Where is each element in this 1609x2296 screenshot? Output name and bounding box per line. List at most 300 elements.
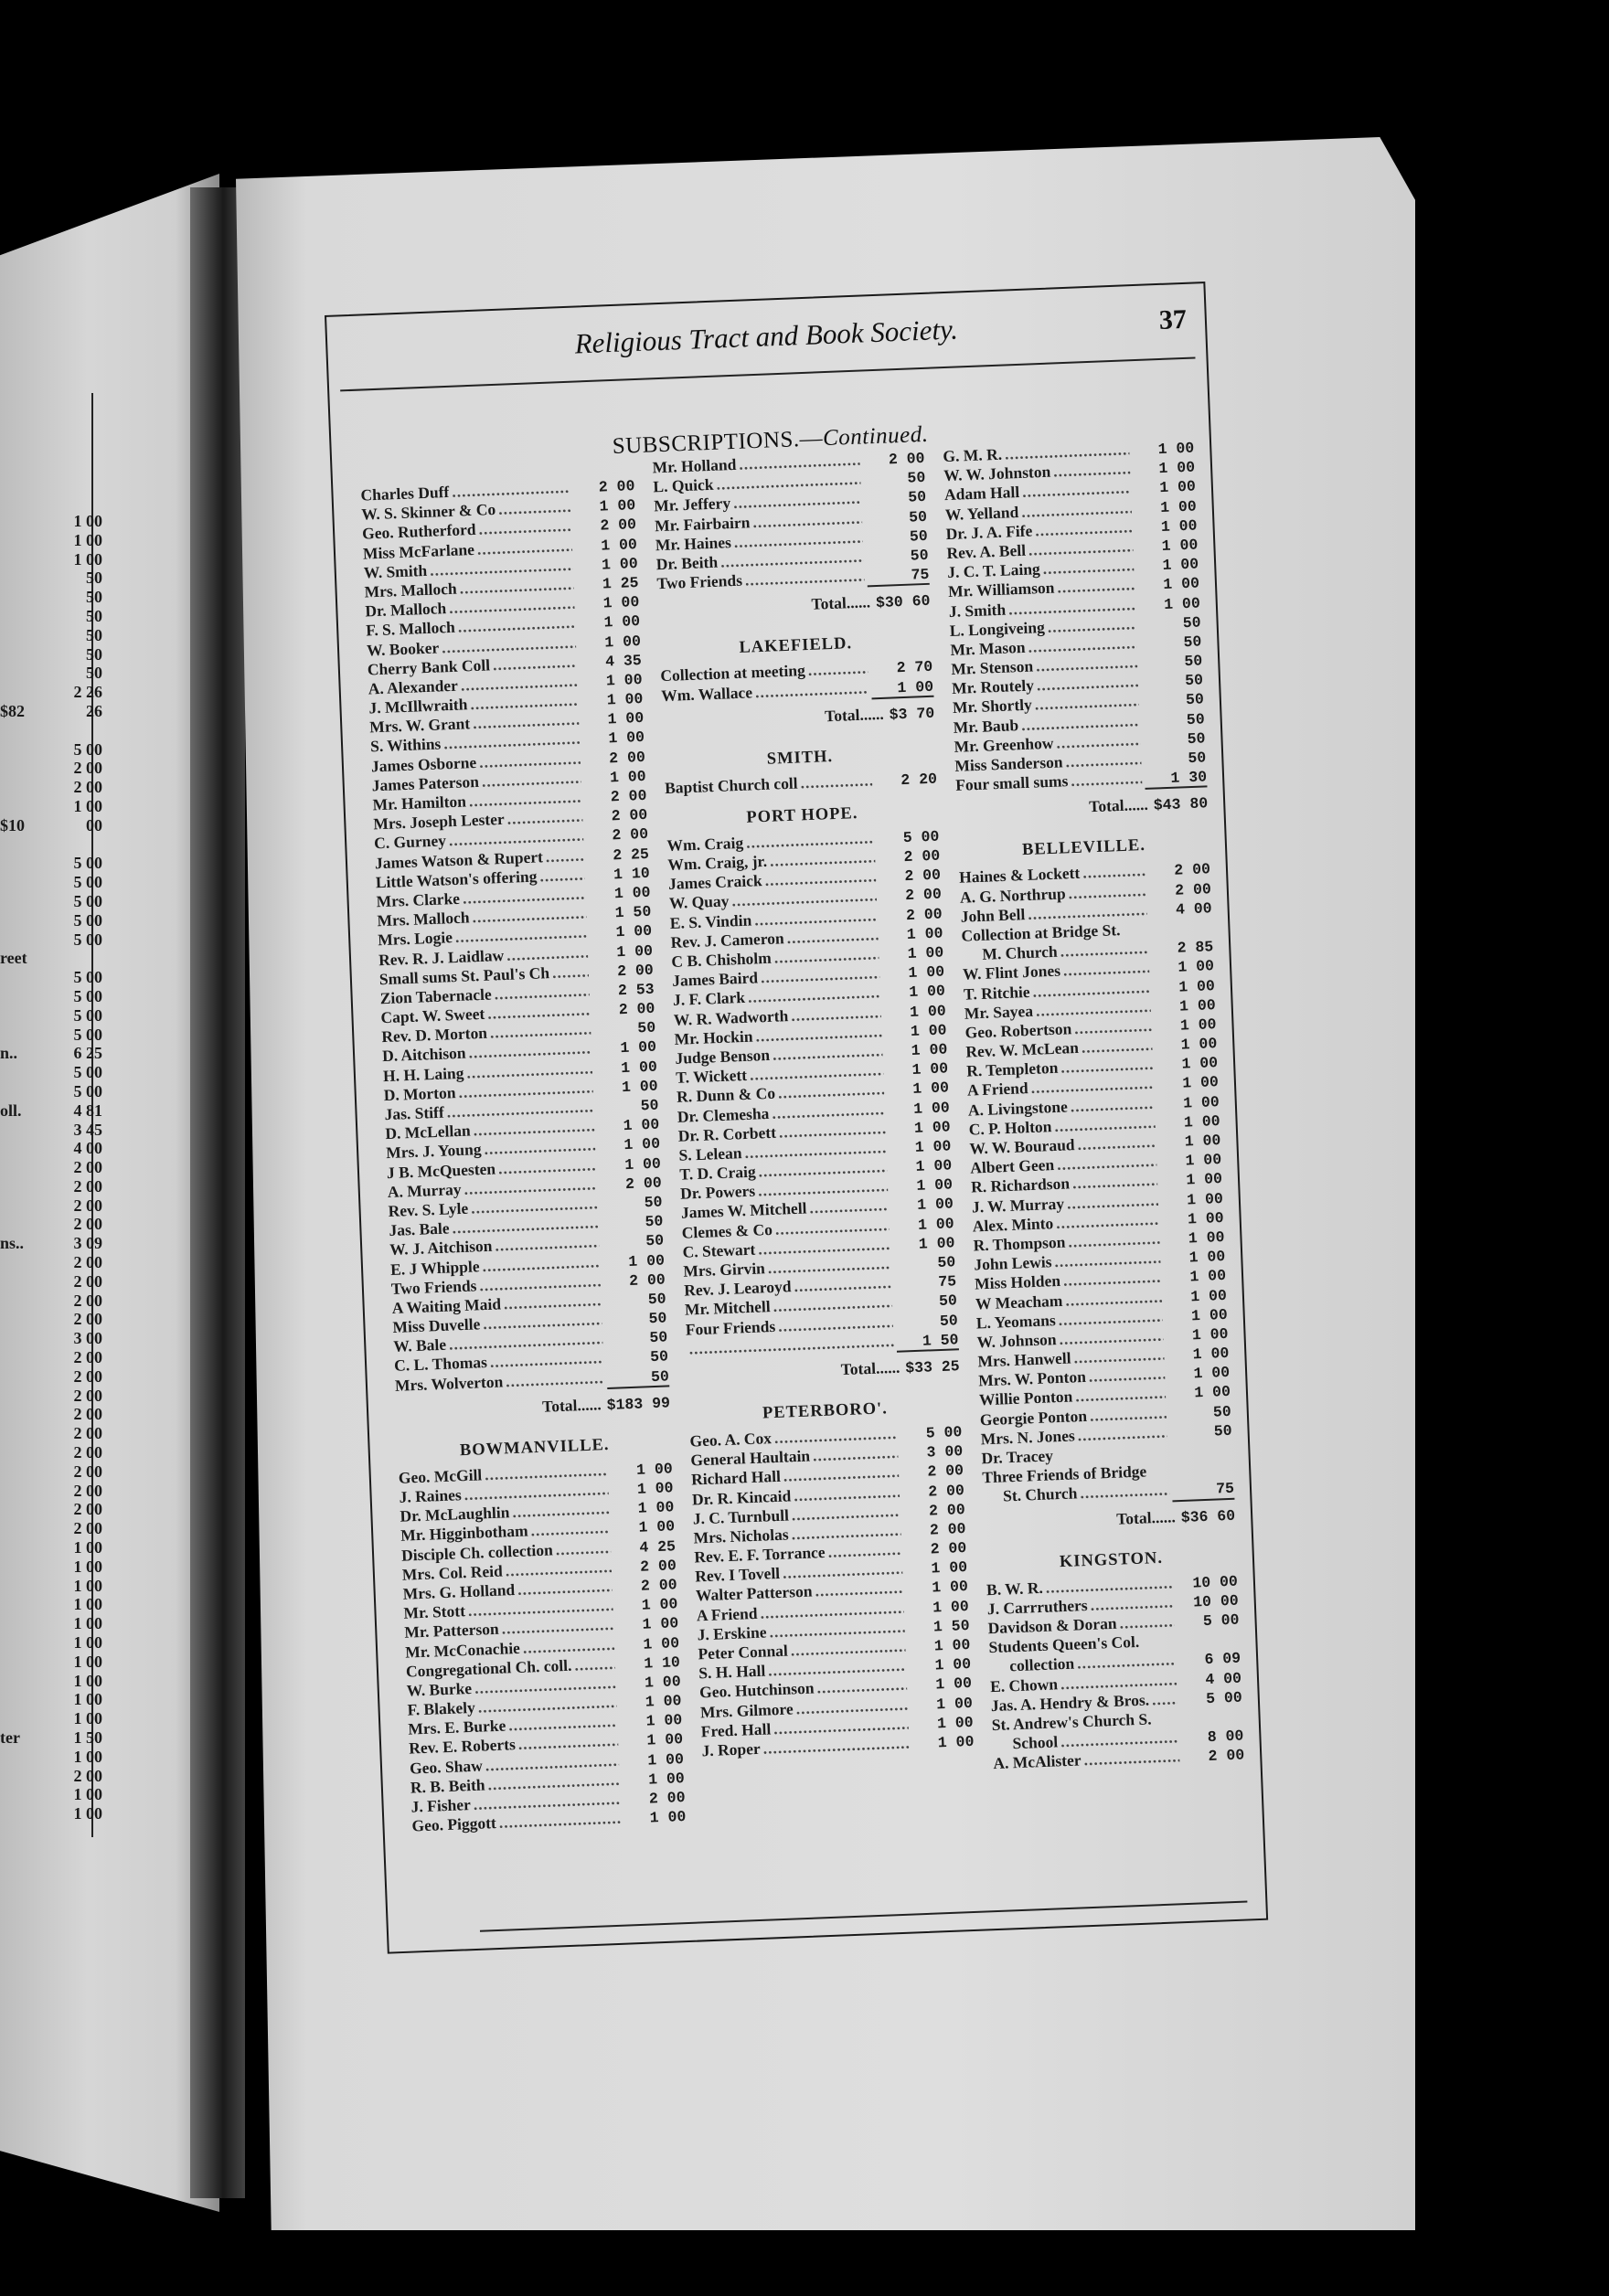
subscriber-name: Richard Hall — [690, 1467, 782, 1489]
left-fragment-row — [0, 1424, 102, 1443]
left-fragment-row — [0, 1234, 102, 1253]
left-fragment-amount: 2 00 — [73, 1462, 102, 1481]
left-fragment-amount: 2 00 — [73, 759, 102, 778]
subscriber-name: W. S. Skinner & Co — [361, 500, 496, 524]
left-fragment-row — [0, 683, 102, 702]
subscriber-name: Dr. Tracey — [981, 1446, 1054, 1468]
subscriber-name: Mr. Jeffery — [653, 494, 731, 516]
subscription-amount: 1 00 — [936, 1713, 974, 1733]
subscriber-name: Geo. McGill — [398, 1465, 483, 1487]
subscriber-name: W. R. Wadworth — [673, 1005, 789, 1029]
subscriber-name: Mrs. Wolverton — [394, 1371, 504, 1395]
subscription-amount: 1 00 — [913, 1118, 951, 1137]
printed-page-area — [325, 282, 1268, 1954]
subscription-amount: 2 00 — [927, 1481, 965, 1501]
subscriber-name: Little Watson's offering — [375, 866, 538, 892]
left-fragment-text: $82 — [0, 701, 25, 720]
left-fragment-row — [0, 1577, 102, 1596]
subscription-amount: 2 00 — [930, 1539, 967, 1558]
subscriber-name: Alex. Minto — [972, 1213, 1054, 1236]
left-fragment-row — [0, 892, 102, 911]
left-fragment-amount: 1 00 — [73, 1595, 102, 1614]
subscriber-name: Dr. Powers — [679, 1181, 756, 1204]
subscription-amount: 10 00 — [1192, 1572, 1239, 1592]
subscriber-name: Wm. Craig, jr. — [666, 851, 768, 875]
subscriber-name: C. L. Thomas — [393, 1353, 488, 1376]
subscription-amount: 1 00 — [1183, 1111, 1220, 1132]
subscription-amount: 1 00 — [645, 1711, 683, 1730]
subscriber-name: W. Yelland — [944, 502, 1019, 524]
subscriber-name: John Bell — [960, 904, 1026, 926]
left-fragment-amount: 1 00 — [73, 1652, 102, 1671]
left-fragment-amount: 5 00 — [73, 968, 102, 987]
left-fragment-row — [0, 911, 102, 930]
left-fragment-amount: 26 — [86, 701, 102, 720]
subscription-amount: 2 25 — [612, 845, 650, 864]
subscriber-name: T. Ritchie — [963, 982, 1030, 1004]
subscription-amount: 1 00 — [1190, 1305, 1229, 1325]
left-fragment-amount: 2 00 — [73, 1366, 102, 1386]
left-fragment-row — [0, 778, 102, 797]
subscription-amount: 50 — [1184, 671, 1204, 690]
subscription-amount: 2 00 — [904, 866, 942, 886]
subscriber-name: Mrs. Logie — [377, 928, 453, 950]
subscriber-name: D. McLellan — [385, 1121, 472, 1143]
subscriber-name: Charles Duff — [360, 482, 450, 505]
leader-dots — [1083, 1748, 1180, 1770]
subscription-amount: 1 00 — [623, 1115, 660, 1135]
page-title-main: SUBSCRIPTIONS.— — [612, 426, 824, 460]
subscription-amount: 1 00 — [607, 709, 645, 728]
subscription-amount: 50 — [645, 1231, 665, 1250]
subscription-amount: 2 00 — [639, 1556, 677, 1576]
subscription-amount: 1 00 — [1189, 1267, 1227, 1286]
left-fragment-row — [0, 1557, 102, 1577]
subscription-amount: 1 00 — [1189, 1286, 1228, 1305]
subscription-amount: 1 00 — [1182, 1092, 1220, 1112]
subscription-amount — [1178, 1643, 1241, 1646]
left-fragment-amount: 1 00 — [73, 1747, 102, 1766]
total-amount: $36 60 — [1180, 1506, 1236, 1526]
subscriber-name: E. S. Vindin — [669, 910, 752, 932]
subscriber-name: Willie Ponton — [978, 1387, 1073, 1409]
subscriber-name: C. P. Holton — [968, 1116, 1052, 1139]
subscription-amount: 1 00 — [1193, 1383, 1231, 1402]
left-fragment-amount: 1 00 — [73, 796, 102, 815]
left-fragment-row — [0, 1653, 102, 1672]
subscription-amount: 1 00 — [1163, 593, 1201, 613]
subscriber-name: St. Andrew's Church S. — [991, 1709, 1152, 1734]
subscription-amount: 50 — [937, 1253, 956, 1272]
subscription-amount: 1 50 — [922, 1330, 959, 1350]
subscriber-name: H. H. Laing — [382, 1063, 464, 1085]
subscription-amount: 1 00 — [643, 1633, 680, 1653]
subscriber-name: Wm. Wallace — [660, 682, 753, 705]
left-fragment-row — [0, 1292, 102, 1311]
left-fragment-row — [0, 1026, 102, 1045]
total-label: Total...... — [541, 1395, 602, 1416]
subscription-amount: 50 — [1184, 652, 1203, 671]
subscription-amount: 1 30 — [1170, 768, 1208, 788]
subscriber-name: Dr. Clemesha — [677, 1103, 770, 1126]
subscriber-name: Two Friends — [390, 1276, 477, 1298]
subscriber-name: J B. McQuesten — [386, 1159, 496, 1182]
left-fragment-text: n.. — [0, 1044, 18, 1063]
left-fragment-amount: 2 00 — [73, 1310, 102, 1329]
subscriber-name: Peter Connal — [698, 1641, 789, 1664]
left-fragment-row — [0, 949, 102, 968]
subscriber-name: Geo. A. Cox — [689, 1429, 773, 1451]
subscription-amount: 75 — [911, 565, 930, 584]
left-fragment-row — [0, 1215, 102, 1234]
subscription-amount: 1 00 — [932, 1597, 970, 1617]
left-fragment-amount: 5 00 — [73, 1005, 102, 1025]
subscription-amount: 2 00 — [598, 477, 635, 496]
leader-dots — [498, 1809, 621, 1833]
subscription-amount: 50 — [1187, 729, 1206, 748]
subscriber-name: Mrs. Nicholas — [693, 1525, 789, 1547]
subscription-amount: 1 00 — [935, 1674, 973, 1694]
subscription-amount: 75 — [1215, 1480, 1235, 1498]
left-fragment-amount: 2 00 — [73, 1253, 102, 1272]
subscriber-name: E. Chown — [989, 1674, 1059, 1695]
subscription-amount: 1 00 — [621, 1077, 658, 1096]
subscriber-name: Judge Benson — [675, 1045, 771, 1068]
subscription-amount — [1151, 931, 1213, 934]
subscription-amount: 50 — [907, 488, 927, 507]
subscriber-name: Small sums St. Paul's Ch — [378, 962, 550, 988]
subscriber-name: S. H. Hall — [698, 1661, 766, 1683]
left-fragment-amount: 2 00 — [73, 1519, 102, 1538]
left-fragment-amount: 1 00 — [73, 1671, 102, 1690]
subscriber-name: Collection at Bridge St. — [961, 920, 1121, 945]
subscription-amount: 1 00 — [1186, 1170, 1223, 1189]
subscription-amount: 1 00 — [1192, 1344, 1230, 1364]
left-fragment-row — [0, 1082, 102, 1101]
subscriber-name: Miss Duvelle — [392, 1314, 481, 1337]
subscriber-name: Dr. Malloch — [365, 599, 447, 621]
subscription-amount: 2 70 — [896, 658, 933, 677]
page-title-continued: Continued. — [822, 421, 929, 452]
total-amount: $30 60 — [875, 592, 931, 612]
section-heading: SMITH. — [766, 747, 834, 769]
left-fragment-amount: 3 00 — [73, 1329, 102, 1348]
subscriber-name: Dr. R. Kincaid — [691, 1485, 792, 1509]
subscription-amount: 4 00 — [1205, 1669, 1242, 1688]
subscription-amount: 50 — [1188, 749, 1207, 768]
subscriber-name: James Watson & Rupert — [374, 846, 544, 872]
subscription-amount: 50 — [1183, 632, 1202, 652]
left-fragment-row — [0, 1253, 102, 1272]
subscriber-name: F. Blakely — [407, 1697, 476, 1719]
subscriber-name: A. Murray — [387, 1179, 462, 1201]
subscriber-name: Mrs. Malloch — [364, 579, 458, 601]
left-fragment-row — [0, 1614, 102, 1633]
subscriber-name: J. Erskine — [697, 1622, 767, 1644]
subscription-amount: 1 00 — [911, 1040, 948, 1059]
subscriber-name: Haines & Lockett — [958, 864, 1081, 888]
left-fragment-row — [0, 569, 102, 588]
subscriber-name: Rev. D. Morton — [380, 1024, 488, 1047]
subscriber-name: W Meacham — [975, 1291, 1063, 1313]
left-fragment-row — [0, 1709, 102, 1728]
subscription-amount: 1 00 — [937, 1732, 975, 1752]
left-fragment-row — [0, 816, 102, 835]
leader-dots — [552, 962, 590, 983]
left-fragment-row — [0, 797, 102, 816]
left-fragment-amount: 2 00 — [73, 1158, 102, 1177]
left-fragment-row — [0, 968, 102, 987]
left-fragment-amount: 50 — [86, 625, 102, 644]
left-fragment-amount: 2 00 — [73, 1766, 102, 1785]
left-fragment-row — [0, 1500, 102, 1519]
left-fragment-row — [0, 1748, 102, 1767]
left-fragment-amount: 4 00 — [73, 1139, 102, 1158]
subscriber-name: Mrs. J. Young — [385, 1140, 482, 1163]
left-fragment-row — [0, 1348, 102, 1367]
subscriber-name: R. Thompson — [973, 1232, 1066, 1255]
subscriber-name: Rev. E. Roberts — [408, 1735, 517, 1759]
subscriber-name: Mrs. G. Holland — [402, 1579, 516, 1603]
left-fragment-amount: 5 00 — [73, 910, 102, 930]
subscription-amount: 2 00 — [929, 1519, 966, 1539]
subscription-amount: 1 00 — [1158, 458, 1196, 478]
subscriber-name: Baptist Church coll — [664, 773, 798, 797]
leader-dots — [745, 567, 865, 590]
subscriber-name: Mr. Mitchell — [684, 1297, 772, 1320]
subscription-amount: 1 00 — [628, 1250, 666, 1270]
subscription-amount: 1 00 — [1191, 1324, 1229, 1345]
subscription-amount: 1 00 — [1177, 976, 1216, 996]
left-fragment-row — [0, 1329, 102, 1348]
subscription-amount: 1 00 — [1158, 477, 1197, 497]
subscriber-name: James Paterson — [371, 771, 480, 795]
total-amount: $33 25 — [904, 1357, 961, 1377]
left-fragment-row — [0, 740, 102, 760]
subscription-amount: 1 00 — [599, 496, 636, 516]
leader-dots — [1053, 459, 1131, 481]
subscriber-name: E. J Whipple — [389, 1256, 480, 1279]
column-3 — [943, 438, 1245, 1774]
subscriber-name: W. Booker — [366, 637, 440, 659]
subscription-amount — [1171, 1454, 1233, 1457]
subscriber-name: Congregational Ch. coll. — [405, 1655, 572, 1681]
subscription-amount: 2 00 — [640, 1576, 677, 1595]
subscription-amount: 1 00 — [609, 767, 646, 787]
subscription-amount: 1 00 — [1180, 1035, 1218, 1054]
subscription-amount: 2 00 — [904, 886, 943, 905]
left-fragment-row — [0, 588, 102, 607]
subscriber-name: F. S. Malloch — [365, 618, 456, 640]
leader-dots — [555, 1538, 611, 1559]
subscription-amount: 1 00 — [916, 1195, 954, 1215]
subscriber-name: A. McAlister — [992, 1750, 1082, 1773]
left-fragment-amount: 2 00 — [73, 1500, 102, 1519]
left-fragment-text: ter — [0, 1728, 20, 1747]
subscription-amount: 1 00 — [934, 1655, 972, 1674]
leader-dots — [1074, 1016, 1152, 1038]
subscriber-name: Mrs. Malloch — [377, 908, 470, 930]
subscriber-name: collection — [1008, 1653, 1075, 1675]
subscriber-name: Cherry Bank Coll — [367, 655, 491, 679]
left-fragment-amount: 5 00 — [73, 739, 102, 759]
subscription-amount: 1 00 — [623, 1134, 661, 1154]
left-fragment-amount: 5 00 — [73, 986, 102, 1005]
left-fragment-row — [0, 607, 102, 626]
leader-dots — [1152, 1689, 1178, 1709]
subscription-amount: 1 00 — [620, 1038, 657, 1058]
leader-dots — [545, 845, 584, 866]
subscriber-name: R. Dunn & Co — [676, 1084, 776, 1107]
subscription-amount: 50 — [1182, 613, 1201, 632]
leader-dots — [1082, 861, 1146, 883]
section-heading: KINGSTON. — [1059, 1548, 1164, 1571]
subscription-amount: 5 00 — [1205, 1688, 1243, 1707]
subscription-amount: 50 — [910, 546, 929, 565]
left-fragment-row — [0, 1633, 102, 1653]
left-fragment-row — [0, 702, 102, 721]
subscription-amount: 2 00 — [927, 1462, 964, 1481]
subscription-amount: 2 53 — [617, 980, 655, 1000]
subscription-amount: 50 — [640, 1096, 659, 1115]
subscription-amount: 2 00 — [610, 786, 647, 806]
subscription-amount: 4 25 — [639, 1536, 677, 1557]
subscriber-name: Albert Geen — [969, 1155, 1055, 1177]
subscription-amount: 1 00 — [908, 982, 946, 1002]
left-fragment-row — [0, 1462, 102, 1482]
subscription-amount: 1 00 — [1161, 536, 1199, 555]
subscriber-name: W. Smith — [363, 560, 428, 582]
subscription-amount: 1 00 — [636, 1479, 674, 1498]
column-2 — [652, 448, 975, 1761]
left-fragment-amount: 1 00 — [73, 1804, 102, 1823]
subscriber-name: James Craick — [667, 871, 763, 894]
left-fragment-row — [0, 930, 102, 950]
subscription-amount: 50 — [1185, 690, 1205, 709]
subscription-amount: 2 20 — [900, 770, 938, 789]
subscriber-name: R. Richardson — [970, 1174, 1071, 1196]
section-heading: BELLEVILLE. — [1021, 836, 1146, 860]
subscription-amount: 50 — [648, 1309, 667, 1328]
subscriber-name: John Lewis — [974, 1252, 1052, 1274]
left-fragment-row — [0, 1367, 102, 1387]
subscriber-name: A. G. Northrup — [959, 883, 1066, 907]
subscriber-name: Geo. Rutherford — [361, 520, 476, 543]
total-label: Total...... — [840, 1357, 900, 1379]
subscription-amount: 1 10 — [643, 1653, 681, 1673]
subscription-amount: 1 00 — [931, 1558, 968, 1578]
subscriber-name: R. B. Beith — [410, 1775, 485, 1797]
left-fragment-amount: 6 25 — [73, 1044, 102, 1063]
subscription-amount: 50 — [908, 507, 928, 526]
subscription-amount: 4 00 — [1175, 898, 1212, 919]
leader-dots — [1071, 769, 1143, 791]
subscription-amount: 2 00 — [616, 961, 655, 980]
subscriber-name: W. Flint Jones — [962, 961, 1061, 984]
subscriber-name: Mrs. Gilmore — [699, 1699, 794, 1721]
left-fragment-row — [0, 1006, 102, 1026]
left-fragment-amount: 1 00 — [73, 512, 102, 530]
subscriber-name: Mr. Greenhow — [954, 733, 1054, 756]
subscriber-name: Rev. S. Lyle — [388, 1198, 469, 1220]
leader-dots — [506, 807, 582, 829]
subscription-amount: 1 00 — [646, 1749, 685, 1770]
left-fragment-row — [0, 645, 102, 664]
left-fragment-text: oll. — [0, 1100, 22, 1120]
leader-dots — [1077, 1422, 1167, 1445]
subscriber-name: Mr. Routely — [951, 675, 1035, 698]
left-fragment-row — [0, 1310, 102, 1329]
subscription-amount: 1 00 — [608, 728, 645, 748]
leader-dots — [1088, 1365, 1165, 1387]
left-fragment-row — [0, 1101, 102, 1121]
subscription-amount: 50 — [649, 1347, 669, 1366]
subscriber-name: J. C. T. Laing — [946, 559, 1041, 582]
subscriber-name: J. C. Turnbull — [692, 1505, 790, 1528]
subscriber-name: Jas. Stiff — [384, 1102, 445, 1124]
subscription-amount: 1 00 — [605, 670, 643, 690]
subscription-amount: 1 00 — [623, 1154, 662, 1174]
left-fragment-row — [0, 873, 102, 892]
subscriber-name: Mr. Patterson — [403, 1620, 500, 1642]
left-fragment-amount: 1 00 — [73, 1614, 102, 1633]
subscription-amount: 1 00 — [601, 554, 639, 574]
left-fragment-amount: 1 00 — [73, 530, 102, 549]
subscriber-name: Mrs. W. Grant — [368, 714, 471, 737]
subscription-amount: 1 00 — [1188, 1248, 1226, 1267]
subscription-amount: 1 00 — [1184, 1132, 1221, 1151]
subscription-amount: 1 00 — [1162, 555, 1199, 575]
left-fragment-amount: 1 00 — [73, 1785, 102, 1804]
subscriber-name: Jas. Bale — [389, 1218, 450, 1240]
subscriber-name: A Friend — [696, 1603, 758, 1625]
left-fragment-row — [0, 1177, 102, 1196]
left-fragment-row — [0, 1121, 102, 1140]
left-fragment-row — [0, 1387, 102, 1406]
subscription-amount: 50 — [647, 1290, 666, 1309]
subscription-amount: 1 00 — [1177, 957, 1215, 976]
subscription-amount: 2 00 — [903, 846, 941, 866]
subscription-amount: 1 00 — [914, 1137, 952, 1156]
left-fragment-row — [0, 1690, 102, 1709]
left-fragment-amount: 2 00 — [73, 1405, 102, 1424]
subscription-amount: 2 00 — [1208, 1746, 1245, 1766]
total-label: Total...... — [1088, 795, 1149, 816]
subscription-amount: 1 00 — [600, 535, 638, 555]
leader-dots — [800, 771, 872, 792]
subscription-amount: 1 00 — [1188, 1228, 1225, 1248]
subscription-amount: 50 — [644, 1193, 663, 1212]
subscriber-name: L. Yeomans — [975, 1310, 1057, 1333]
left-fragment-row — [0, 550, 102, 569]
subscriber-name: W. Burke — [406, 1678, 473, 1700]
left-fragment-row — [0, 987, 102, 1006]
subscriber-name: Jas. A. Hendry & Bros. — [990, 1690, 1150, 1715]
subscription-amount: 2 00 — [1174, 860, 1211, 880]
leader-dots — [755, 678, 869, 702]
subscriber-name: J. Raines — [399, 1485, 463, 1506]
subscriber-name: C. Gurney — [373, 831, 447, 853]
subscription-amount: 1 00 — [602, 593, 640, 612]
subscription-amount: 1 00 — [603, 612, 641, 632]
subscriber-name: Fred. Hall — [700, 1719, 772, 1741]
left-fragment-row — [0, 1595, 102, 1614]
subscriber-name: Wm. Craig — [666, 833, 744, 855]
left-fragment-row — [0, 1405, 102, 1424]
subscription-amount: 1 00 — [910, 1021, 947, 1040]
subscription-amount: 1 00 — [908, 962, 945, 983]
left-fragment-amount: 1 00 — [73, 1709, 102, 1728]
